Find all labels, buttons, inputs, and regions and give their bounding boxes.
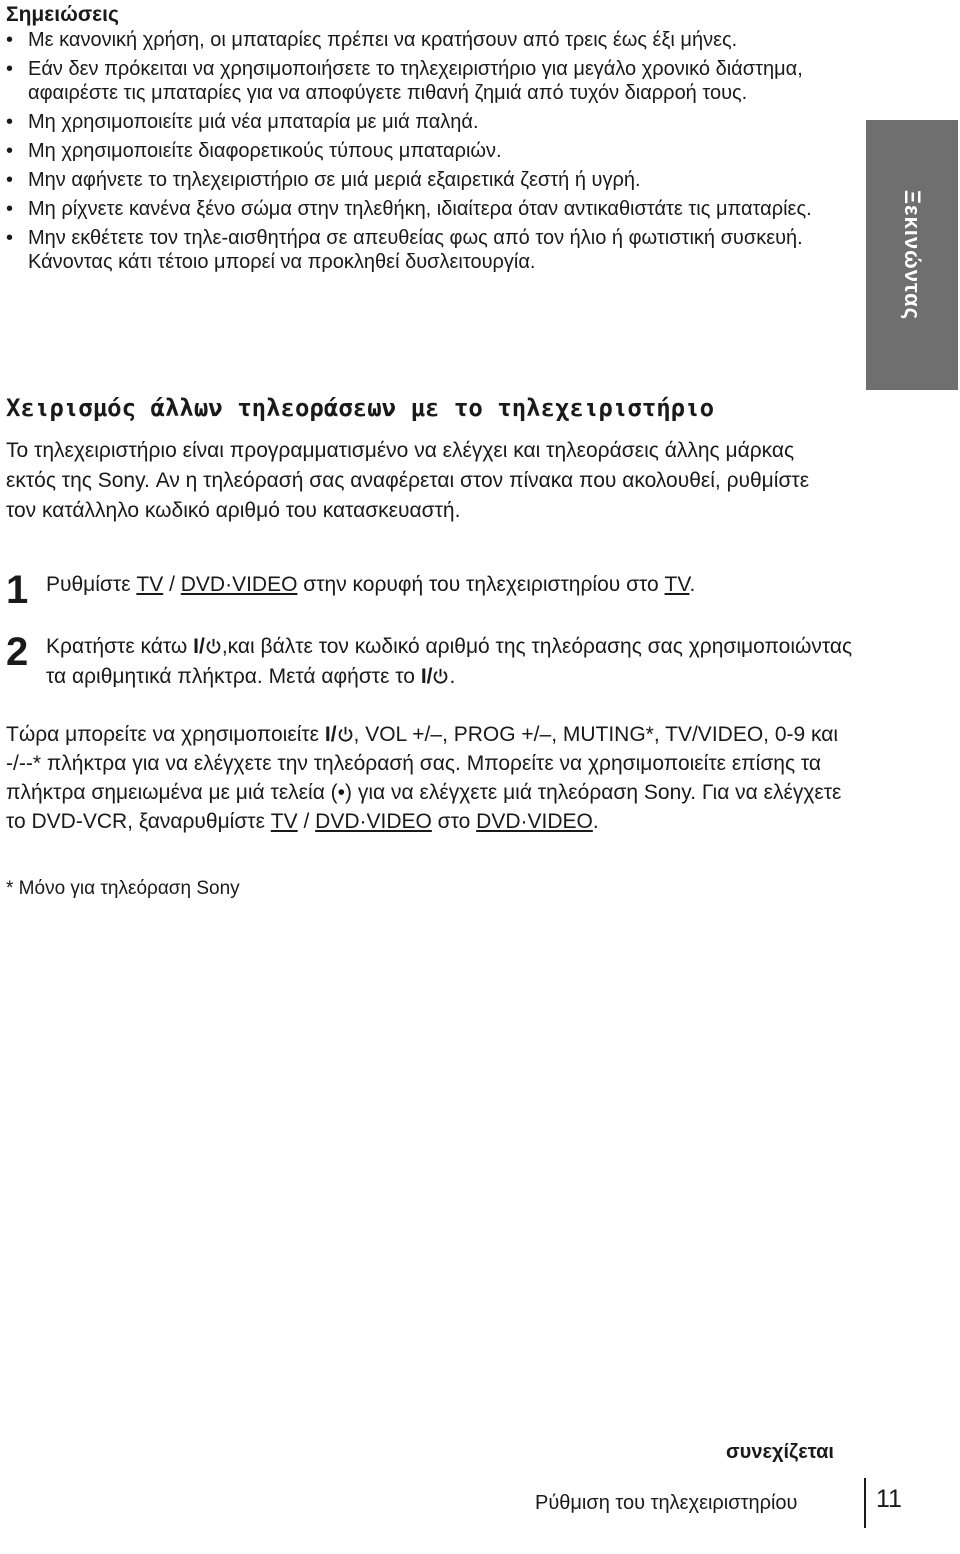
- bullet-icon: •: [6, 227, 14, 249]
- step-number: 1: [6, 568, 29, 612]
- chapter-side-tab: [866, 120, 958, 390]
- dvd-video-switch-label: DVD·VIDEO: [180, 573, 298, 596]
- step-text: [46, 632, 856, 692]
- notes-list: [6, 28, 846, 279]
- usage-text-part: .: [592, 810, 599, 833]
- note-item: [6, 57, 846, 105]
- note-item: [6, 226, 846, 274]
- step-text-part: Κρατήστε κάτω: [46, 635, 194, 658]
- section-heading: Χειρισμός άλλων τηλεοράσεων με το τηλεχειριστήριο: [6, 394, 715, 422]
- note-text: Εάν δεν πρόκειται να χρησιμοποιήσετε το τηλεχειριστήριο για μεγάλο χρονικό διάστημα, αφαιρέστε τις μπαταρίες για να αποφύγετε πιθανή ζημιά από τυχόν διαρροή τους.: [28, 58, 803, 104]
- note-item: [6, 28, 846, 52]
- chapter-tab-label: Ξεκινώντας: [900, 189, 925, 321]
- usage-text-part: , VOL +/–, PROG +/–, MUTING*, TV/VIDEO, 0-9 και -/--* πλήκτρα για να ελέγχετε την τηλεόρασή σας. Μπορείτε να χρησιμοποιείτε επίσης τα πλήκτρα σημειωμένα με μιά τελεία (•) για να ελέγχετε μιά τηλεόραση Sony. Για να ελέγχετε το DVD-VCR, ξαναρυθμίστε: [6, 723, 842, 833]
- usage-text-part: Τώρα μπορείτε να χρησιμοποιείτε: [6, 723, 325, 746]
- note-text: Μη ρίχνετε κανένα ξένο σώμα στην τηλεθήκη, ιδιαίτερα όταν αντικαθιστάτε τις μπαταρίες.: [28, 198, 812, 220]
- note-item: [6, 197, 846, 221]
- step-text-part: στην κορυφή του τηλεχειριστηρίου στο: [297, 573, 665, 596]
- section-intro: Το τηλεχειριστήριο είναι προγραμματισμένο να ελέγχει και τηλεοράσεις άλλης μάρκας εκτός της Sony. Αν η τηλεόρασή σας αναφέρεται στον πίνακα που ακολουθεί, ρυθμίστε τον κατάλληλο κωδικό αριθμό του κατασκευαστή.: [6, 439, 810, 522]
- power-icon: [432, 668, 449, 685]
- continued-label: συνεχίζεται: [726, 1441, 834, 1463]
- usage-text-part: στο: [431, 810, 477, 833]
- tv-switch-label: TV: [136, 573, 164, 596]
- note-item: [6, 139, 846, 163]
- tv-switch-label: TV: [664, 573, 690, 596]
- separator: /: [163, 573, 181, 596]
- note-text: Μη χρησιμοποιείτε μιά νέα μπαταρία με μιά παληά.: [28, 111, 479, 133]
- note-item: [6, 110, 846, 134]
- bullet-icon: •: [6, 29, 14, 51]
- step-text: [46, 570, 856, 600]
- footer-section-title: Ρύθμιση του τηλεχειριστηρίου: [535, 1492, 798, 1514]
- power-button-label: I/: [193, 635, 205, 658]
- bullet-icon: •: [6, 169, 14, 191]
- notes-title: Σημειώσεις: [6, 3, 119, 26]
- usage-paragraph: [6, 720, 846, 836]
- note-text: Με κανονική χρήση, οι μπαταρίες πρέπει να κρατήσουν από τρεις έως έξι μήνες.: [28, 29, 738, 51]
- step-number: 2: [6, 630, 29, 674]
- step-text-part: ,και βάλτε τον κωδικό αριθμό της τηλεόρασης σας χρησιμοποιώντας τα αριθμητικά πλήκτρα. Μετά αφήστε το: [46, 635, 853, 688]
- note-item: [6, 168, 846, 192]
- bullet-icon: •: [6, 198, 14, 220]
- note-text: Μην εκθέτετε τον τηλε-αισθητήρα σε απευθείας φως από τον ήλιο ή φωτιστική συσκευή. Κάνοντας κάτι τέτοιο μπορεί να προκληθεί δυσλειτουργία.: [28, 227, 803, 273]
- power-button-label: I/: [324, 723, 337, 746]
- footnote: * Μόνο για τηλεόραση Sony: [6, 878, 240, 899]
- note-text: Μην αφήνετε το τηλεχειριστήριο σε μιά μεριά εξαιρετικά ζεστή ή υγρή.: [28, 169, 641, 191]
- footer-divider: [864, 1478, 866, 1528]
- dvd-video-switch-label: DVD·VIDEO: [315, 810, 432, 833]
- dvd-video-switch-label: DVD·VIDEO: [476, 810, 593, 833]
- separator: /: [297, 810, 316, 833]
- power-icon: [337, 726, 354, 743]
- bullet-icon: •: [6, 58, 14, 80]
- page-number: 11: [876, 1485, 902, 1513]
- bullet-icon: •: [6, 111, 14, 133]
- tv-switch-label: TV: [270, 810, 298, 833]
- power-button-label: I/: [420, 665, 433, 688]
- bullet-icon: •: [6, 140, 14, 162]
- step-text-part: Ρυθμίστε: [46, 573, 137, 596]
- power-icon: [205, 638, 222, 655]
- step-text-part: .: [449, 665, 456, 688]
- step-text-part: .: [689, 573, 696, 596]
- note-text: Μη χρησιμοποιείτε διαφορετικούς τύπους μπαταριών.: [28, 140, 502, 162]
